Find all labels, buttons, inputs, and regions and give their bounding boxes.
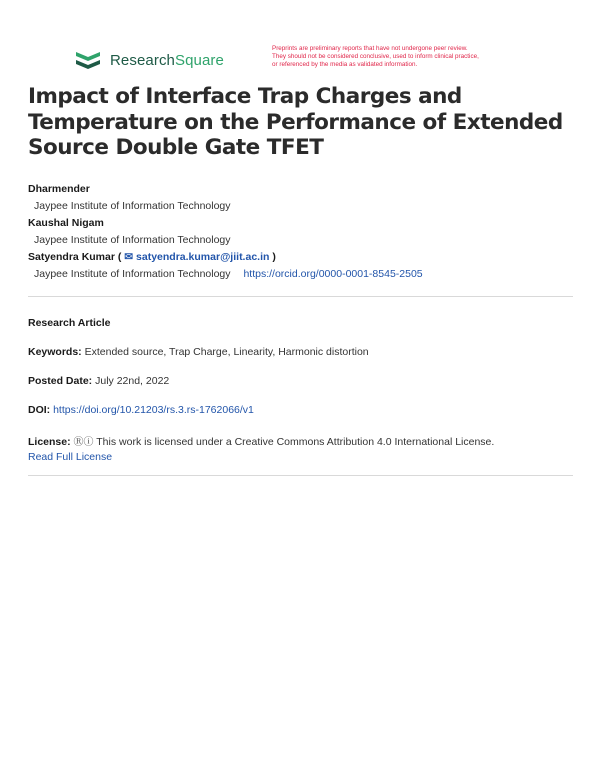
author-name: Satyendra Kumar — [28, 251, 115, 263]
keywords-value: Extended source, Trap Charge, Linearity, Harmonic distortion — [84, 346, 369, 358]
license-label: License: — [28, 436, 71, 448]
author-affiliation: Jaypee Institute of Information Technology — [34, 234, 231, 246]
author-list — [28, 181, 588, 283]
creative-commons-icon: Ⓡ — [73, 437, 84, 448]
posted-date-label: Posted Date: — [28, 375, 93, 387]
notice-line: or referenced by the media as validated information. — [272, 60, 418, 68]
license-link-row — [28, 451, 112, 463]
attribution-icon: ⓘ — [83, 437, 94, 448]
notice-line: Preprints are preliminary reports that have not undergone peer review. — [272, 45, 468, 52]
envelope-icon: ✉ — [124, 251, 134, 263]
author-affiliation: Jaypee Institute of Information Technology — [34, 200, 231, 212]
doi-link[interactable]: https://doi.org/10.21203/rs.3.rs-1762066/v1 — [53, 404, 254, 416]
author-email-link[interactable]: satyendra.kumar@jiit.ac.in — [136, 251, 270, 263]
doi-label: DOI: — [28, 404, 51, 416]
paper-title: Impact of Interface Trap Charges and Temperature on the Performance of Extended Source Double Gate TFET — [28, 84, 563, 160]
posted-date-row — [28, 375, 169, 387]
read-full-license-link[interactable]: Read Full License — [28, 451, 113, 463]
logo-word-research: Research — [110, 51, 175, 69]
license-row — [28, 433, 494, 448]
research-square-logo[interactable] — [74, 47, 224, 73]
notice-line: They should not be considered conclusive, used to inform clinical practice, — [272, 52, 479, 60]
corresponding-author: Satyendra Kumar ( ✉ satyendra.kumar@jiit.ac.in ) — [28, 251, 276, 263]
keywords-label: Keywords: — [28, 346, 82, 358]
logo-wordmark — [110, 52, 224, 69]
author-affiliation: Jaypee Institute of Information Technology — [34, 268, 231, 280]
preprint-notice — [272, 45, 562, 68]
article-type — [28, 317, 111, 329]
author-name: Dharmender — [28, 183, 90, 195]
article-type-label: Research Article — [28, 317, 111, 329]
divider — [28, 296, 573, 297]
author-affiliation-row — [28, 266, 588, 283]
divider — [28, 475, 573, 476]
posted-date-value: July 22nd, 2022 — [95, 375, 170, 387]
author-name: Kaushal Nigam — [28, 217, 104, 229]
logo-word-square: Square — [175, 51, 224, 69]
doi-row — [28, 404, 254, 416]
keywords-row — [28, 346, 369, 358]
license-text: This work is licensed under a Creative Commons Attribution 4.0 International License. — [96, 436, 495, 448]
orcid-link[interactable]: https://orcid.org/0000-0001-8545-2505 — [243, 268, 423, 280]
research-square-logo-icon — [74, 49, 102, 71]
